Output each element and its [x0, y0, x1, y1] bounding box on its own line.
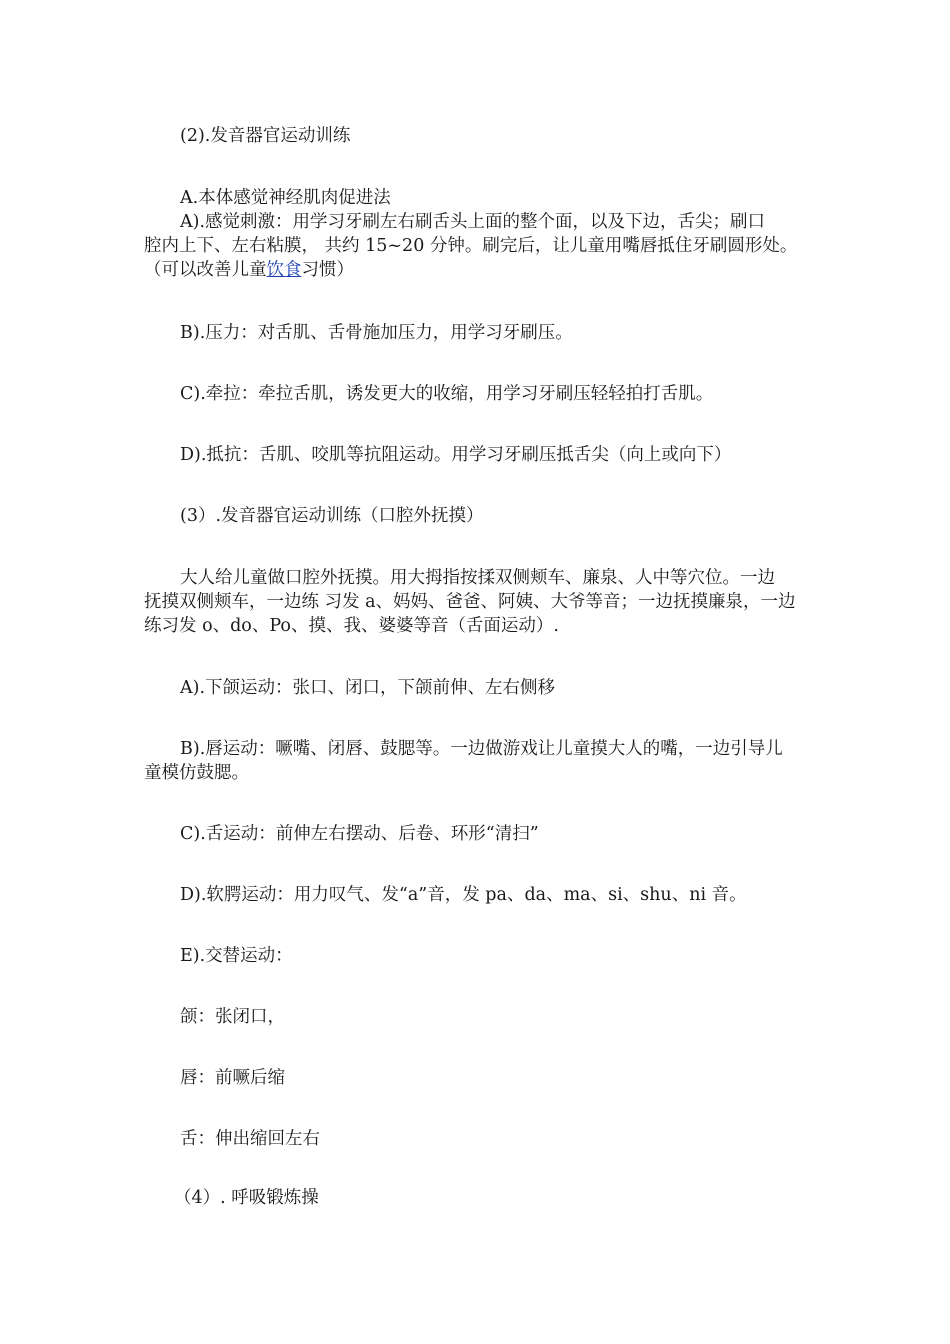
item-traction: C).牵拉：牵拉舌肌，诱发更大的收缩，用学习牙刷压轻轻拍打舌肌。: [180, 384, 714, 404]
text-line: [144, 258, 824, 282]
item-lip: 唇：前噘后缩: [180, 1068, 285, 1088]
section-3-heading: (3）.发音器官运动训练（口腔外抚摸）: [180, 506, 484, 526]
text-line: 童模仿鼓腮。: [144, 763, 249, 783]
item-tongue-movement: C).舌运动：前伸左右摆动、后卷、环形“清扫”: [180, 824, 539, 844]
item-soft-palate-movement: D).软腭运动：用力叹气、发“a”音，发 pa、da、ma、si、shu、ni 音。: [180, 885, 747, 905]
item-tongue: 舌：伸出缩回左右: [180, 1129, 320, 1149]
paragraph-oral-massage: [144, 566, 824, 638]
subsection-a-heading: A.本体感觉神经肌肉促进法: [180, 188, 391, 208]
item-alternating-movement: E).交替运动：: [180, 946, 293, 966]
text-segment: 习惯）: [301, 260, 354, 280]
text-line: 抚摸双侧颊车，一边练 习发 a、妈妈、爸爸、阿姨、大爷等音；一边抚摸廉泉，一边: [144, 592, 796, 612]
text-line: B).唇运动：噘嘴、闭唇、鼓腮等。一边做游戏让儿童摸大人的嘴，一边引导儿: [180, 739, 783, 759]
text-line: 腔内上下、左右粘膜， 共约 15~20 分钟。刷完后，让儿童用嘴唇抵住牙刷圆形处。: [144, 236, 798, 256]
item-pressure: B).压力：对舌肌、舌骨施加压力，用学习牙刷压。: [180, 323, 573, 343]
text-line: A).感觉刺激：用学习牙刷左右刷舌头上面的整个面，以及下边，舌尖；刷口: [180, 212, 766, 232]
diet-link[interactable]: 饮食: [266, 260, 302, 280]
item-resistance: D).抵抗：舌肌、咬肌等抗阻运动。用学习牙刷压抵舌尖（向上或向下）: [180, 445, 732, 465]
item-jaw: 颌：张闭口，: [180, 1007, 285, 1027]
paragraph-lip-movement: [144, 737, 824, 785]
item-jaw-movement: A).下颌运动：张口、闭口，下颌前伸、左右侧移: [180, 678, 556, 698]
section-2-heading: (2).发音器官运动训练: [180, 126, 351, 146]
text-line: 练习发 o、do、Po、摸、我、婆婆等音（舌面运动）.: [144, 616, 559, 636]
paragraph-sensory-stimulation: [144, 210, 824, 282]
text-line: 大人给儿童做口腔外抚摸。用大拇指按揉双侧颊车、廉泉、人中等穴位。一边: [180, 568, 775, 588]
text-segment: （可以改善儿童: [144, 260, 267, 280]
section-4-heading: （4）. 呼吸锻炼操: [174, 1188, 319, 1208]
